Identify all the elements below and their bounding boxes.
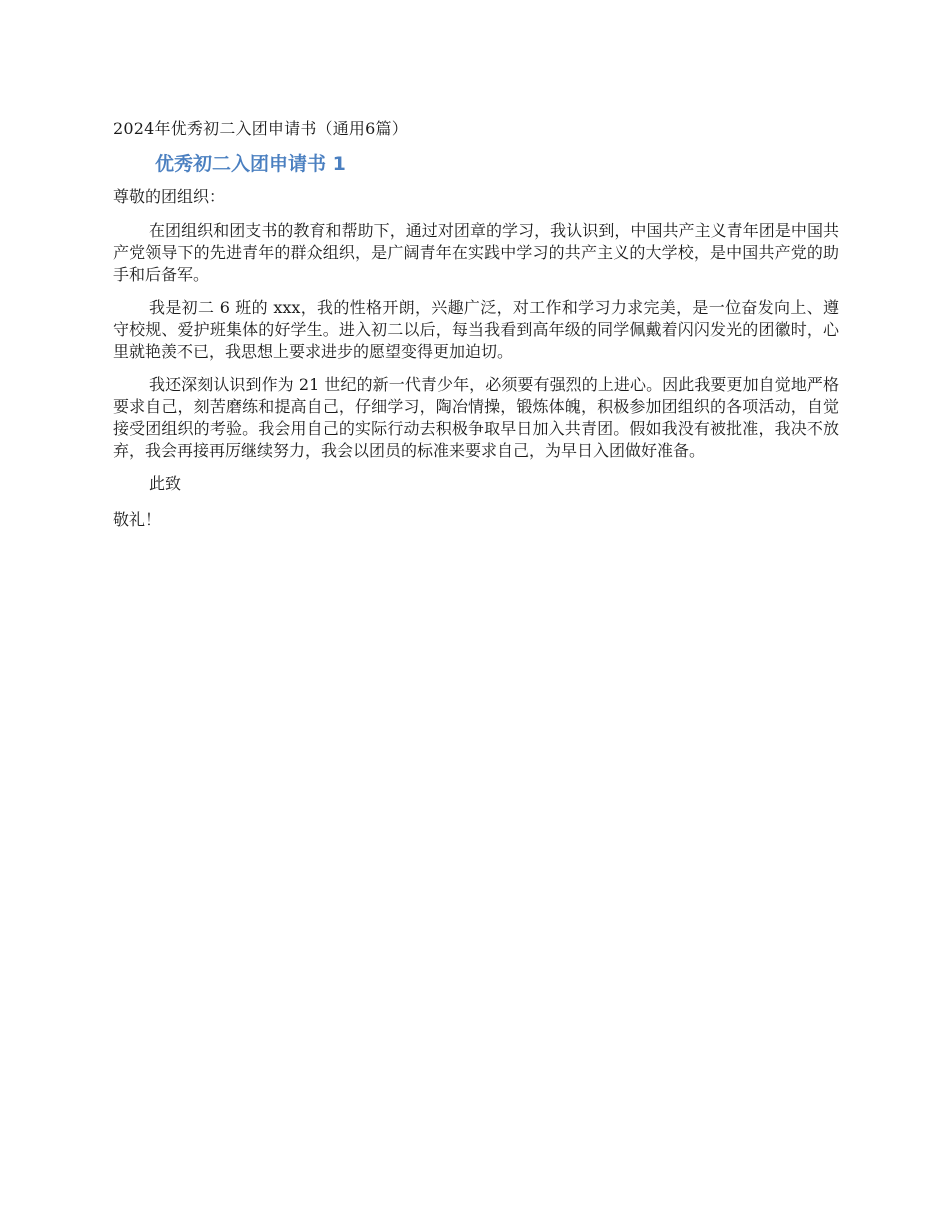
document-title: 2024年优秀初二入团申请书（通用6篇） (113, 119, 408, 138)
body-paragraph-1: 在团组织和团支书的教育和帮助下，通过对团章的学习，我认识到，中国共产主义青年团是中国共产党领导下的先进青年的群众组织，是广阔青年在实践中学习的共产主义的大学校，是中国共产党的助手和后备军。 (113, 221, 839, 284)
salutation: 尊敬的团组织： (113, 187, 226, 206)
section-heading: 优秀初二入团申请书 1 (155, 153, 346, 175)
body-paragraph-3: 我还深刻认识到作为 21 世纪的新一代青少年，必须要有强烈的上进心。因此我要更加自觉地严格要求自己，刻苦磨练和提高自己，仔细学习，陶冶情操，锻炼体魄，积极参加团组织的各项活动，自觉接受团组织的考验。我会用自己的实际行动去积极争取早日加入共青团。假如我没有被批准，我决不放弃，我会再接再厉继续努力，我会以团员的标准来要求自己，为早日入团做好准备。 (113, 375, 839, 460)
closing-phrase: 此致 (149, 474, 182, 493)
document-page (113, 118, 839, 531)
regards-line: 敬礼！ (113, 510, 162, 529)
body-paragraph-2: 我是初二 6 班的 xxx，我的性格开朗，兴趣广泛，对工作和学习力求完美，是一位奋发向上、遵守校规、爱护班集体的好学生。进入初二以后，每当我看到高年级的同学佩戴着闪闪发光的团徽时，心里就艳羡不已，我思想上要求进步的愿望变得更加迫切。 (113, 298, 839, 361)
